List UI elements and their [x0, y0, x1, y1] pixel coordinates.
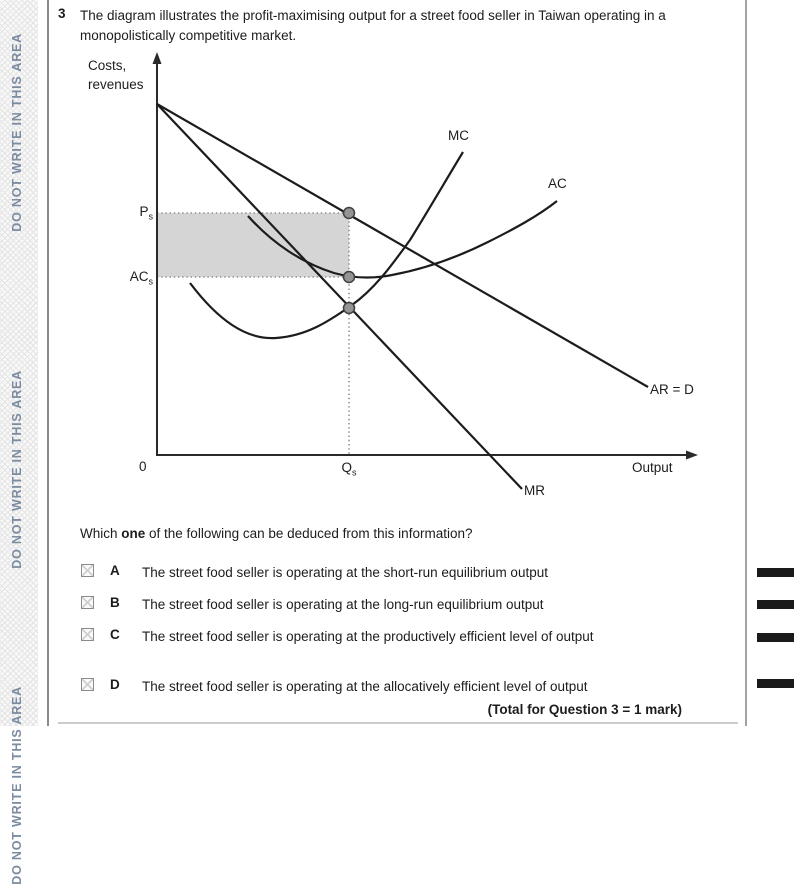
binding-mark	[757, 600, 794, 609]
point-average-cost	[344, 272, 355, 283]
prompt-bold-word: one	[121, 526, 146, 541]
left-margin-rule	[47, 0, 49, 726]
binding-mark	[757, 679, 794, 688]
question-prompt	[80, 526, 472, 541]
question-number: 3	[58, 6, 66, 21]
option-checkbox-d[interactable]	[81, 678, 94, 691]
ac-curve-label: AC	[548, 176, 567, 191]
binding-mark	[757, 568, 794, 577]
option-letter: B	[110, 595, 120, 610]
option-checkbox-a[interactable]	[81, 564, 94, 577]
option-letter: C	[110, 627, 120, 642]
option-text: The street food seller is operating at the short-run equilibrium output	[142, 565, 548, 580]
origin-label: 0	[139, 459, 147, 474]
option-row-a	[81, 562, 548, 583]
quantity-qs-label: $Q_s$	[341, 460, 357, 478]
do-not-write-margin	[0, 0, 38, 885]
price-ps-label: $P_s$	[139, 204, 153, 222]
margin-text: DO NOT WRITE IN THIS AREA	[10, 686, 24, 885]
option-text: The street food seller is operating at the allocatively efficient level of output	[142, 679, 588, 694]
ar-demand-curve-label: AR = D	[650, 382, 694, 397]
prompt-prefix: Which	[80, 526, 122, 541]
section-divider	[58, 722, 738, 724]
option-letter: D	[110, 677, 120, 692]
mr-curve-label: MR	[524, 483, 545, 498]
average-cost-acs-label: $AC_s$	[129, 269, 153, 287]
margin-text: DO NOT WRITE IN THIS AREA	[10, 370, 24, 569]
option-checkbox-c[interactable]	[81, 628, 94, 641]
option-row-d	[81, 676, 588, 697]
option-text: The street food seller is operating at the productively efficient level of output	[142, 629, 594, 644]
y-axis-label: Costs, revenues	[88, 58, 144, 92]
margin-text: DO NOT WRITE IN THIS AREA	[10, 33, 24, 232]
x-axis-arrow-icon	[686, 451, 698, 460]
y-axis-arrow-icon	[153, 52, 162, 64]
option-text: The street food seller is operating at the long-run equilibrium output	[142, 597, 544, 612]
option-row-c	[81, 626, 594, 647]
mc-curve-label: MC	[448, 128, 469, 143]
right-margin-rule	[745, 0, 747, 726]
question-text: The diagram illustrates the profit-maximising output for a street food seller in Taiwan operating in a monopolistically competitive market.	[80, 8, 666, 43]
option-letter: A	[110, 563, 120, 578]
x-axis-label: Output	[632, 460, 673, 475]
binding-mark	[757, 633, 794, 642]
option-row-b	[81, 594, 543, 615]
point-price-ps	[344, 208, 355, 219]
prompt-suffix: of the following can be deduced from this information?	[145, 526, 473, 541]
point-profit-max-mc-mr	[344, 303, 355, 314]
economics-diagram	[85, 50, 710, 510]
option-checkbox-b[interactable]	[81, 596, 94, 609]
mr-curve	[157, 104, 522, 489]
total-marks-label: (Total for Question 3 = 1 mark)	[487, 702, 682, 717]
diagram-canvas	[85, 50, 710, 510]
